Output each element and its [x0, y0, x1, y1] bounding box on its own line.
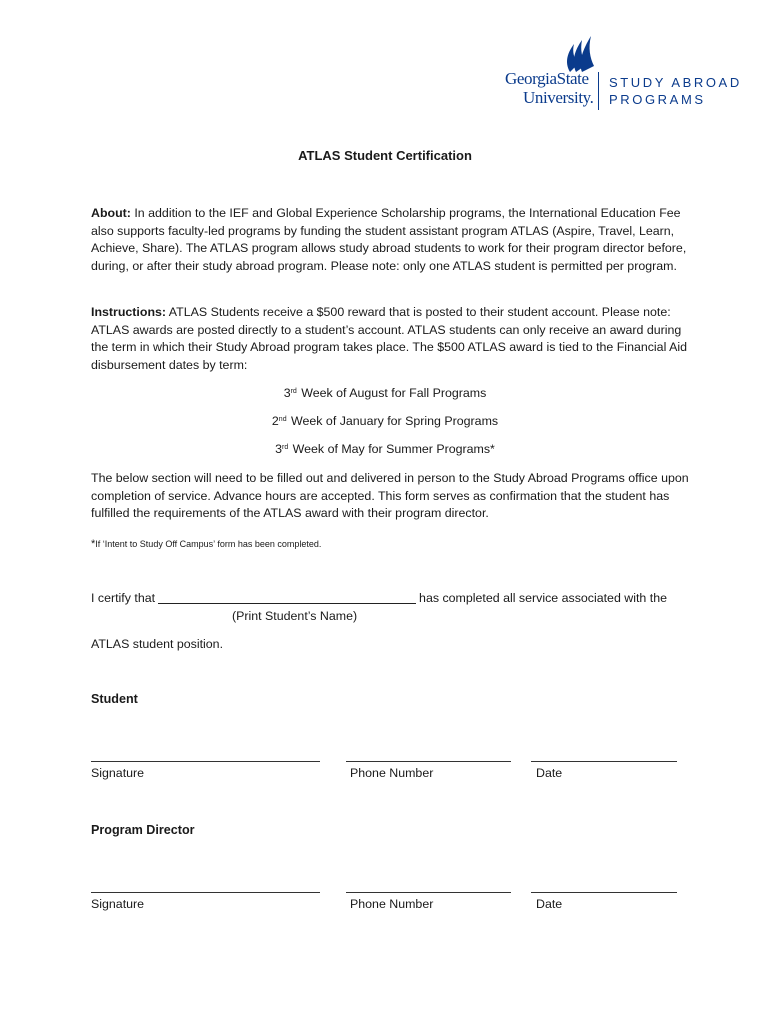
director-signature-field[interactable] — [91, 892, 320, 893]
director-date-label: Date — [536, 897, 563, 911]
logo-divider — [598, 72, 599, 110]
print-name-label: (Print Student’s Name) — [232, 609, 358, 623]
student-signature-label: Signature — [91, 766, 145, 780]
certify-line: I certify that has completed all service associated with the — [91, 591, 667, 605]
gsu-study-abroad-logo — [505, 34, 745, 114]
instructions-paragraph — [91, 304, 691, 374]
student-heading: Student — [91, 692, 138, 706]
about-label: About: — [91, 206, 131, 220]
director-phone-label: Phone Number — [350, 897, 434, 911]
instructions-text: ATLAS Students receive a $500 reward that is posted to their student account. Please note: ATLAS awards are posted directly to a student’s account. ATLAS students can only receive an award during the term in which their Study Abroad program takes place. The $500 ATLAS award is tied to the Financial Aid disbursement dates by term: — [91, 305, 687, 372]
position-line: ATLAS student position. — [91, 637, 224, 651]
director-heading: Program Director — [91, 823, 195, 837]
page-title: ATLAS Student Certification — [298, 148, 472, 163]
director-date-field[interactable] — [531, 892, 677, 893]
student-date-label: Date — [536, 766, 563, 780]
term-summer: 3rd Week of May for Summer Programs* — [275, 442, 495, 456]
flame-icon — [562, 34, 596, 74]
director-signature-label: Signature — [91, 897, 145, 911]
instructions-label: Instructions: — [91, 305, 167, 319]
student-date-field[interactable] — [531, 761, 677, 762]
term-fall: 3rd Week of August for Fall Programs — [283, 386, 487, 400]
student-phone-label: Phone Number — [350, 766, 434, 780]
about-paragraph — [91, 205, 691, 275]
student-signature-field[interactable] — [91, 761, 320, 762]
program-name: STUDY ABROAD PROGRAMS — [609, 75, 742, 107]
below-section-paragraph: The below section will need to be filled out and delivered in person to the Study Abroad Programs office upon completion of service. Advance hours are accepted. This form serves as confirmation that the student has fulfilled the requirements of the ATLAS award with their program director. — [91, 471, 689, 521]
student-phone-field[interactable] — [346, 761, 511, 762]
term-spring: 2nd Week of January for Spring Programs — [271, 414, 499, 428]
footnote: *If ‘Intent to Study Off Campus’ form has been completed. — [91, 538, 322, 550]
about-text: In addition to the IEF and Global Experience Scholarship programs, the International Education Fee also supports faculty-led programs by funding the student assistant program ATLAS (Aspire, Travel, Learn, Achieve, Share). The ATLAS program allows study abroad students to work for their program director before, during, or after their study abroad program. Please note: only one ATLAS student is permitted per program. — [91, 206, 687, 273]
student-name-field[interactable] — [158, 591, 416, 604]
director-phone-field[interactable] — [346, 892, 511, 893]
university-name: GeorgiaState University. — [505, 69, 594, 107]
